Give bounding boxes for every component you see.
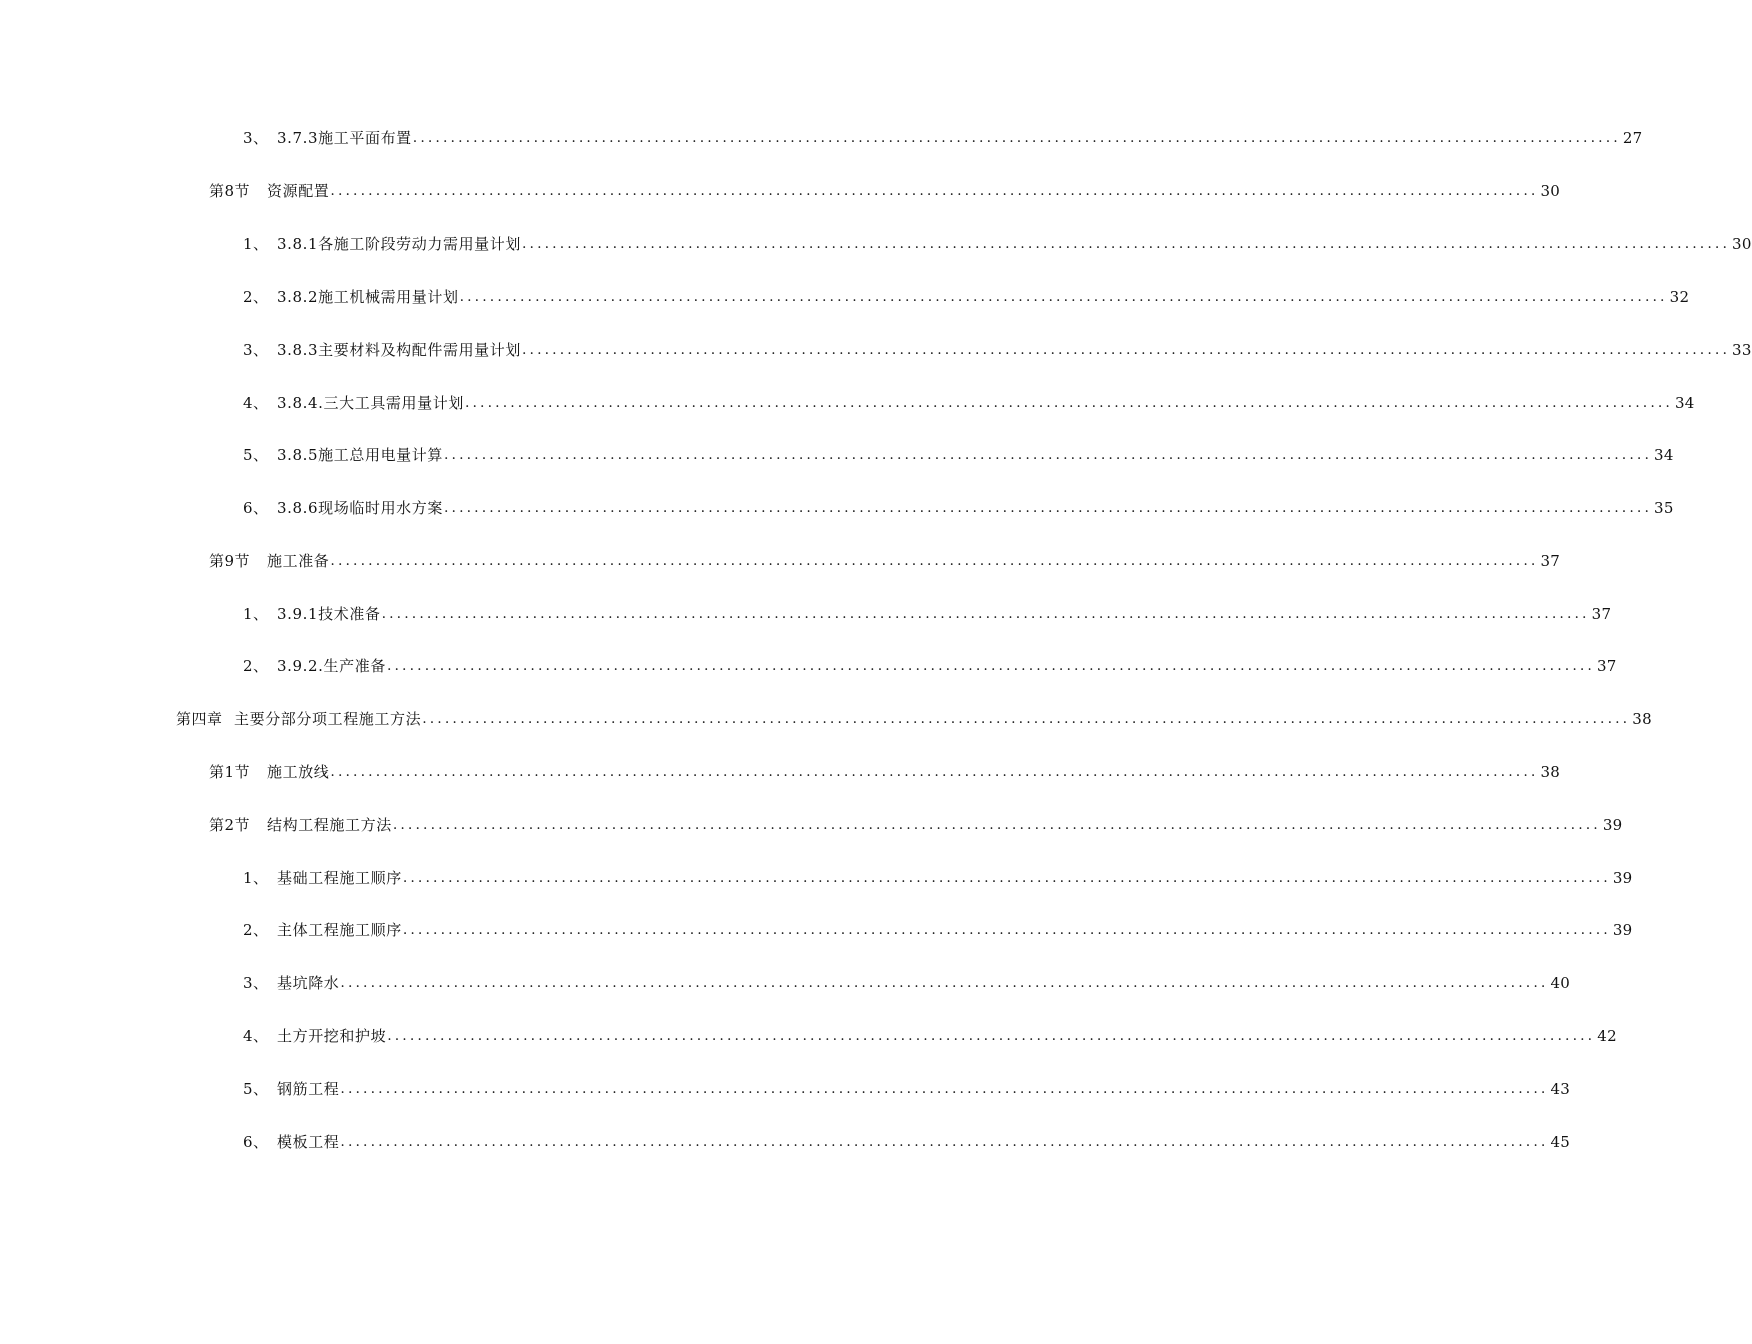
toc-entry-number: 1、 xyxy=(243,235,269,253)
toc-entry-number: 3、 xyxy=(243,974,269,992)
toc-entry-number: 第9节 xyxy=(209,552,251,570)
toc-entry[interactable] xyxy=(243,389,1695,413)
toc-entry[interactable] xyxy=(243,283,1690,307)
toc-entry-number: 4、 xyxy=(243,1027,269,1045)
toc-entry-number: 4、 xyxy=(243,394,269,412)
toc-entry[interactable] xyxy=(243,230,1752,254)
toc-entry-number: 6、 xyxy=(243,1133,269,1151)
toc-entry-number: 1、 xyxy=(243,869,269,887)
toc-dot-leader: ................................................................................................................................................................ xyxy=(340,975,1549,991)
toc-dot-leader: ................................................................................................................................................................ xyxy=(464,395,1673,411)
toc-entry-number: 3、 xyxy=(243,341,269,359)
toc-entry[interactable] xyxy=(243,1075,1571,1099)
toc-entry-number: 2、 xyxy=(243,657,269,675)
toc-entry-number: 第四章 xyxy=(176,710,223,728)
toc-entry[interactable] xyxy=(243,969,1571,993)
toc-entry-title: 基础工程施工顺序 xyxy=(277,869,402,887)
toc-dot-leader: ................................................................................................................................................................ xyxy=(387,1028,1596,1044)
toc-entry-page: 30 xyxy=(1732,235,1752,253)
toc-entry[interactable] xyxy=(243,336,1752,360)
toc-entry[interactable] xyxy=(243,124,1643,148)
toc-entry[interactable] xyxy=(243,494,1674,518)
toc-dot-leader: ................................................................................................................................................................ xyxy=(392,817,1601,833)
toc-entry-number: 第1节 xyxy=(209,763,251,781)
toc-entry[interactable] xyxy=(243,652,1617,676)
toc-entry-title: 主要分部分项工程施工方法 xyxy=(234,710,422,728)
toc-entry-title: 施工准备 xyxy=(267,552,330,570)
toc-entry-title: 土方开挖和护坡 xyxy=(277,1027,387,1045)
toc-entry-title: 3.8.5施工总用电量计算 xyxy=(277,446,443,464)
toc-entry-page: 42 xyxy=(1597,1027,1617,1045)
toc-entry-page: 37 xyxy=(1596,657,1617,675)
toc-entry-number: 2、 xyxy=(243,921,269,939)
toc-entry-title: 施工放线 xyxy=(267,763,330,781)
toc-entry-number: 2、 xyxy=(243,288,269,306)
toc-dot-leader: ................................................................................................................................................................ xyxy=(402,870,1611,886)
toc-entry-title: 3.8.2施工机械需用量计划 xyxy=(277,288,459,306)
toc-entry-page: 45 xyxy=(1550,1133,1571,1151)
toc-entry-title: 3.8.3主要材料及构配件需用量计划 xyxy=(277,341,521,359)
toc-entry-title: 基坑降水 xyxy=(277,974,340,992)
toc-entry-page: 38 xyxy=(1540,763,1561,781)
toc-dot-leader: ................................................................................................................................................................ xyxy=(521,236,1730,252)
toc-entry[interactable] xyxy=(243,864,1633,888)
toc-entry-page: 37 xyxy=(1540,552,1561,570)
toc-entry[interactable] xyxy=(209,811,1623,835)
toc-entry-title: 3.8.1各施工阶段劳动力需用量计划 xyxy=(277,235,521,253)
toc-dot-leader: ................................................................................................................................................................ xyxy=(521,342,1730,358)
toc-entry[interactable] xyxy=(176,705,1652,729)
toc-entry-page: 27 xyxy=(1622,129,1643,147)
toc-entry-title: 3.8.4.三大工具需用量计划 xyxy=(277,394,464,412)
toc-entry-page: 40 xyxy=(1550,974,1571,992)
toc-entry-number: 第8节 xyxy=(209,182,251,200)
toc-entry-page: 33 xyxy=(1732,341,1752,359)
toc-entry-page: 32 xyxy=(1669,288,1690,306)
toc-entry-page: 34 xyxy=(1654,446,1674,464)
toc-entry-title: 主体工程施工顺序 xyxy=(277,921,402,939)
toc-dot-leader: ................................................................................................................................................................ xyxy=(340,1081,1549,1097)
toc-dot-leader: ................................................................................................................................................................ xyxy=(443,447,1652,463)
toc-dot-leader: ................................................................................................................................................................ xyxy=(330,183,1539,199)
toc-entry[interactable] xyxy=(243,1022,1617,1046)
toc-entry-title: 3.7.3施工平面布置 xyxy=(277,129,412,147)
toc-entry-page: 34 xyxy=(1674,394,1695,412)
toc-entry[interactable] xyxy=(209,758,1561,782)
toc-entry-page: 30 xyxy=(1540,182,1561,200)
toc-entry-title: 资源配置 xyxy=(267,182,330,200)
toc-entry-title: 钢筋工程 xyxy=(277,1080,340,1098)
toc-entry-page: 39 xyxy=(1612,921,1633,939)
toc-entry-title: 3.8.6现场临时用水方案 xyxy=(277,499,443,517)
toc-entry-page: 38 xyxy=(1632,710,1652,728)
toc-dot-leader: ................................................................................................................................................................ xyxy=(381,606,1590,622)
toc-entry[interactable] xyxy=(243,1128,1571,1152)
toc-dot-leader: ................................................................................................................................................................ xyxy=(459,289,1668,305)
toc-entry[interactable] xyxy=(243,916,1633,940)
toc-entry[interactable] xyxy=(209,547,1561,571)
toc-entry[interactable] xyxy=(243,600,1612,624)
toc-entry-number: 1、 xyxy=(243,605,269,623)
toc-dot-leader: ................................................................................................................................................................ xyxy=(330,553,1539,569)
toc-dot-leader: ................................................................................................................................................................ xyxy=(422,711,1631,727)
toc-dot-leader: ................................................................................................................................................................ xyxy=(412,130,1621,146)
toc-dot-leader: ................................................................................................................................................................ xyxy=(402,922,1611,938)
toc-dot-leader: ................................................................................................................................................................ xyxy=(386,658,1595,674)
toc-entry-title: 结构工程施工方法 xyxy=(267,816,392,834)
toc-entry-number: 5、 xyxy=(243,1080,269,1098)
toc-entry-number: 6、 xyxy=(243,499,269,517)
toc-dot-leader: ................................................................................................................................................................ xyxy=(443,500,1652,516)
toc-entry-number: 3、 xyxy=(243,129,269,147)
toc-entry-title: 3.9.2.生产准备 xyxy=(277,657,386,675)
toc-entry-title: 模板工程 xyxy=(277,1133,340,1151)
toc-entry-page: 35 xyxy=(1654,499,1674,517)
toc-entry-number: 5、 xyxy=(243,446,269,464)
toc-entry-page: 37 xyxy=(1591,605,1612,623)
toc-entry[interactable] xyxy=(209,177,1561,201)
toc-dot-leader: ................................................................................................................................................................ xyxy=(330,764,1539,780)
toc-entry-title: 3.9.1技术准备 xyxy=(277,605,381,623)
toc-entry-number: 第2节 xyxy=(209,816,251,834)
toc-entry-page: 39 xyxy=(1612,869,1633,887)
toc-entry[interactable] xyxy=(243,441,1674,465)
toc-dot-leader: ................................................................................................................................................................ xyxy=(340,1134,1549,1150)
toc-entry-page: 39 xyxy=(1602,816,1623,834)
toc-entry-page: 43 xyxy=(1550,1080,1571,1098)
